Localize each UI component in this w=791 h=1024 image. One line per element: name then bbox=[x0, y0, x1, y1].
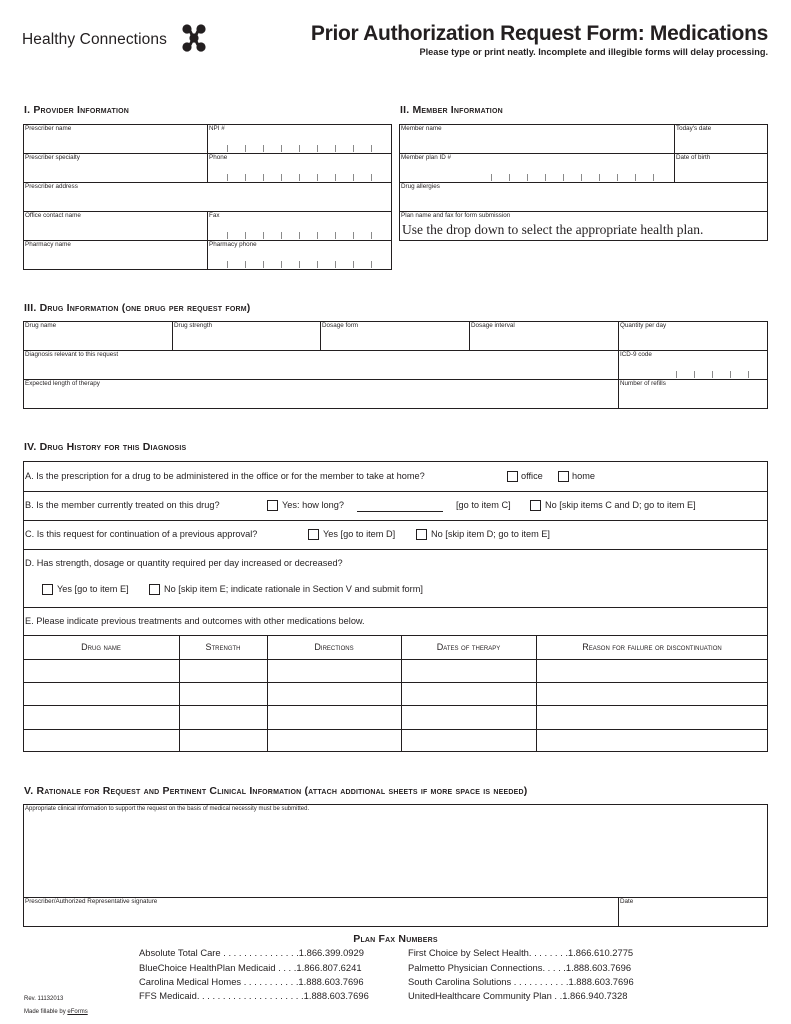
revision-label: Rev. 11132013 bbox=[24, 996, 64, 1002]
phone-field[interactable]: Phone bbox=[209, 154, 228, 161]
plan-fax-heading: Plan Fax Numbers bbox=[353, 933, 438, 945]
c-no-label: No [skip item D; go to item E] bbox=[431, 529, 550, 539]
b-goto-label: [go to item C] bbox=[456, 500, 511, 510]
prescriber-specialty-field[interactable]: Prescriber specialty bbox=[25, 154, 80, 161]
d-yes-label: Yes [go to item E] bbox=[57, 584, 129, 594]
made-fillable-prefix: Made fillable by bbox=[24, 1009, 68, 1015]
prescriber-name-field[interactable]: Prescriber name bbox=[25, 125, 72, 132]
table-row[interactable] bbox=[24, 683, 767, 705]
how-long-input[interactable] bbox=[357, 511, 443, 512]
section-provider-heading: I. Provider Information bbox=[24, 104, 130, 116]
eforms-link[interactable]: eForms bbox=[67, 1009, 88, 1015]
fax-line: BlueChoice HealthPlan Medicaid . . . .1.866.807.6241 bbox=[139, 962, 362, 973]
table-row[interactable] bbox=[24, 660, 767, 682]
fax-line: Palmetto Physician Connections. . . . .1.888.603.7696 bbox=[408, 962, 632, 973]
office-contact-field[interactable]: Office contact name bbox=[25, 212, 81, 219]
b-yes-label: Yes: how long? bbox=[282, 500, 344, 510]
page-title: Prior Authorization Request Form: Medications bbox=[310, 22, 768, 45]
col-reason-for-failure: Reason for failure or discontinuation bbox=[582, 642, 722, 652]
c-no-checkbox[interactable] bbox=[416, 529, 427, 540]
c-yes-label: Yes [go to item D] bbox=[323, 529, 396, 539]
question-c: C. Is this request for continuation of a previous approval? bbox=[25, 529, 258, 539]
health-plan-dropdown[interactable]: Use the drop down to select the appropriate health plan. bbox=[402, 222, 704, 237]
fax-line: Absolute Total Care . . . . . . . . . . . . . . .1.866.399.0929 bbox=[139, 947, 364, 958]
drug-allergies-field[interactable]: Drug allergies bbox=[401, 183, 440, 190]
fax-line: FFS Medicaid. . . . . . . . . . . . . . . . . . . . .1.888.603.7696 bbox=[139, 990, 369, 1001]
col-dates-of-therapy: Dates of therapy bbox=[436, 642, 501, 652]
col-drug-name: Drug name bbox=[81, 642, 121, 652]
prescriber-address-field[interactable]: Prescriber address bbox=[25, 183, 78, 190]
member-name-field[interactable]: Member name bbox=[401, 125, 442, 132]
d-yes-checkbox[interactable] bbox=[42, 584, 53, 595]
number-of-refills-field[interactable]: Number of refills bbox=[620, 380, 666, 387]
pharmacy-name-field[interactable]: Pharmacy name bbox=[25, 241, 71, 248]
fax-line: First Choice by Select Health. . . . . . . .1.866.610.2775 bbox=[408, 947, 634, 958]
rationale-textarea[interactable] bbox=[24, 815, 767, 895]
section-history-heading: IV. Drug History for this Diagnosis bbox=[24, 441, 187, 453]
table-row[interactable] bbox=[24, 706, 767, 729]
length-of-therapy-field[interactable]: Expected length of therapy bbox=[25, 380, 100, 387]
logo-text: Healthy Connections bbox=[22, 31, 167, 48]
d-no-checkbox[interactable] bbox=[149, 584, 160, 595]
fax-line: Carolina Medical Homes . . . . . . . . . . .1.888.603.7696 bbox=[139, 976, 364, 987]
home-checkbox[interactable] bbox=[558, 471, 569, 482]
b-yes-checkbox[interactable] bbox=[267, 500, 278, 511]
section-member-heading: II. Member Information bbox=[400, 104, 503, 116]
fax-field[interactable]: Fax bbox=[209, 212, 220, 219]
dosage-interval-field[interactable]: Dosage interval bbox=[471, 322, 515, 329]
question-b: B. Is the member currently treated on this drug? bbox=[25, 500, 220, 510]
drug-name-field[interactable]: Drug name bbox=[25, 322, 57, 329]
page-subtitle: Please type or print neatly. Incomplete and illegible forms will delay processing. bbox=[419, 47, 768, 57]
question-d: D. Has strength, dosage or quantity required per day increased or decreased? bbox=[25, 558, 343, 568]
question-a: A. Is the prescription for a drug to be administered in the office or for the member to take at home? bbox=[25, 471, 425, 481]
diagnosis-field[interactable]: Diagnosis relevant to this request bbox=[25, 351, 119, 358]
col-strength: Strength bbox=[205, 642, 241, 652]
icd9-code-field[interactable]: ICD-9 code bbox=[620, 351, 652, 358]
b-no-label: No [skip items C and D; go to item E] bbox=[545, 500, 696, 510]
member-plan-id-field[interactable]: Member plan ID # bbox=[401, 154, 452, 161]
signature-date-field[interactable]: Date bbox=[620, 898, 634, 905]
signature-field[interactable]: Prescriber/Authorized Representative signature bbox=[25, 898, 158, 905]
healthy-connections-logo-icon bbox=[180, 23, 208, 53]
quantity-per-day-field[interactable]: Quantity per day bbox=[620, 322, 667, 329]
pharmacy-phone-field[interactable]: Pharmacy phone bbox=[209, 241, 257, 248]
fax-line: South Carolina Solutions . . . . . . . . . . .1.888.603.7696 bbox=[408, 976, 634, 987]
b-no-checkbox[interactable] bbox=[530, 500, 541, 511]
npi-field[interactable]: NPI # bbox=[209, 125, 225, 132]
made-fillable-label bbox=[24, 1009, 88, 1015]
office-label: office bbox=[521, 471, 543, 481]
rationale-note: Appropriate clinical information to support the request on the basis of medical necessity must be submitted. bbox=[25, 806, 310, 812]
section-rationale-heading: V. Rationale for Request and Pertinent Clinical Information (attach additional sheets if more space is needed) bbox=[24, 785, 528, 797]
office-checkbox[interactable] bbox=[507, 471, 518, 482]
table-row[interactable] bbox=[24, 730, 767, 752]
dosage-form-field[interactable]: Dosage form bbox=[322, 322, 359, 329]
todays-date-field[interactable]: Today's date bbox=[676, 125, 712, 132]
home-label: home bbox=[572, 471, 595, 481]
question-e: E. Please indicate previous treatments and outcomes with other medications below. bbox=[25, 616, 365, 626]
col-directions: Directions bbox=[314, 642, 354, 652]
drug-strength-field[interactable]: Drug strength bbox=[174, 322, 213, 329]
fax-line: UnitedHealthcare Community Plan . .1.866.940.7328 bbox=[408, 990, 628, 1001]
drug-info-box bbox=[23, 321, 768, 409]
section-drug-heading: III. Drug Information (one drug per request form) bbox=[24, 302, 251, 314]
date-of-birth-field[interactable]: Date of birth bbox=[676, 154, 711, 161]
d-no-label: No [skip item E; indicate rationale in Section V and submit form] bbox=[164, 584, 423, 594]
plan-fax-label: Plan name and fax for form submission bbox=[401, 212, 511, 219]
c-yes-checkbox[interactable] bbox=[308, 529, 319, 540]
